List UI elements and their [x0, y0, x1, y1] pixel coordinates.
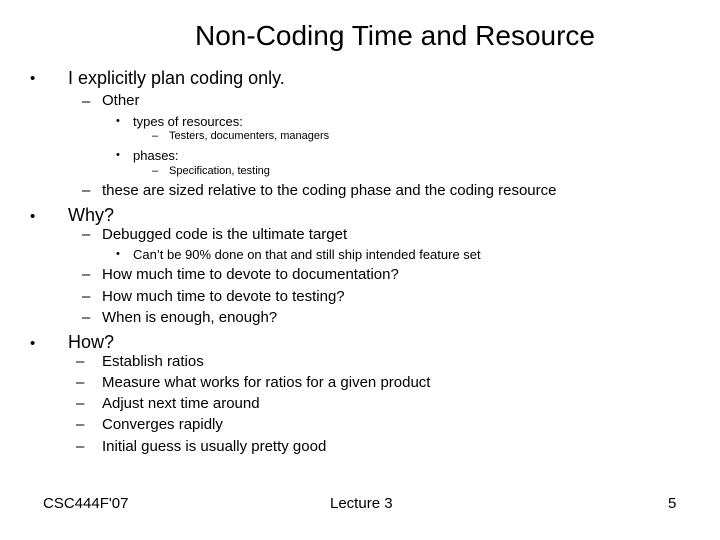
sub-text: these are sized relative to the coding phase and the coding resource: [102, 182, 557, 199]
level4-text: Testers, documenters, managers: [169, 130, 330, 142]
sub-text: Establish ratios: [102, 353, 204, 370]
sub-text: How much time to devote to documentation?: [102, 266, 399, 283]
sub-marker: –: [76, 353, 85, 370]
sub-text: Measure what works for ratios for a given product: [102, 374, 431, 391]
subsub-text: types of resources:: [133, 114, 243, 129]
bullet-marker: •: [30, 208, 36, 225]
bullet-text: I explicitly plan coding only.: [68, 68, 285, 88]
sub-marker: –: [82, 226, 91, 243]
sub-text: Adjust next time around: [102, 395, 260, 412]
subsub-text: phases:: [133, 148, 179, 163]
sub-marker: –: [82, 309, 91, 326]
bullet-text: How?: [68, 332, 115, 352]
sub-text: Converges rapidly: [102, 416, 223, 433]
subsub-marker: •: [116, 248, 120, 260]
level4-marker: –: [152, 130, 159, 142]
slide-title: Non-Coding Time and Resource: [195, 20, 595, 51]
sub-text: When is enough, enough?: [102, 309, 278, 326]
subsub-marker: •: [116, 115, 120, 127]
sub-text: Debugged code is the ultimate target: [102, 226, 348, 243]
level4-text: Specification, testing: [169, 165, 270, 177]
sub-marker: –: [82, 266, 91, 283]
bullet-marker: •: [30, 335, 36, 352]
sub-marker: –: [76, 416, 85, 433]
bullet-marker: •: [30, 70, 36, 87]
sub-marker: –: [76, 374, 85, 391]
sub-marker: –: [76, 438, 85, 455]
sub-marker: –: [82, 182, 91, 199]
sub-text: Other: [102, 92, 140, 109]
subsub-marker: •: [116, 149, 120, 161]
footer-course: CSC444F'07: [43, 495, 129, 512]
sub-text: How much time to devote to testing?: [102, 288, 345, 305]
sub-marker: –: [76, 395, 85, 412]
bullet-text: Why?: [68, 205, 115, 225]
level4-marker: –: [152, 165, 159, 177]
sub-marker: –: [82, 288, 91, 305]
footer-lecture: Lecture 3: [330, 495, 393, 512]
sub-marker: –: [82, 93, 91, 110]
footer-page-number: 5: [668, 495, 677, 512]
sub-text: Initial guess is usually pretty good: [102, 438, 327, 455]
subsub-text: Can’t be 90% done on that and still ship intended feature set: [133, 247, 481, 262]
